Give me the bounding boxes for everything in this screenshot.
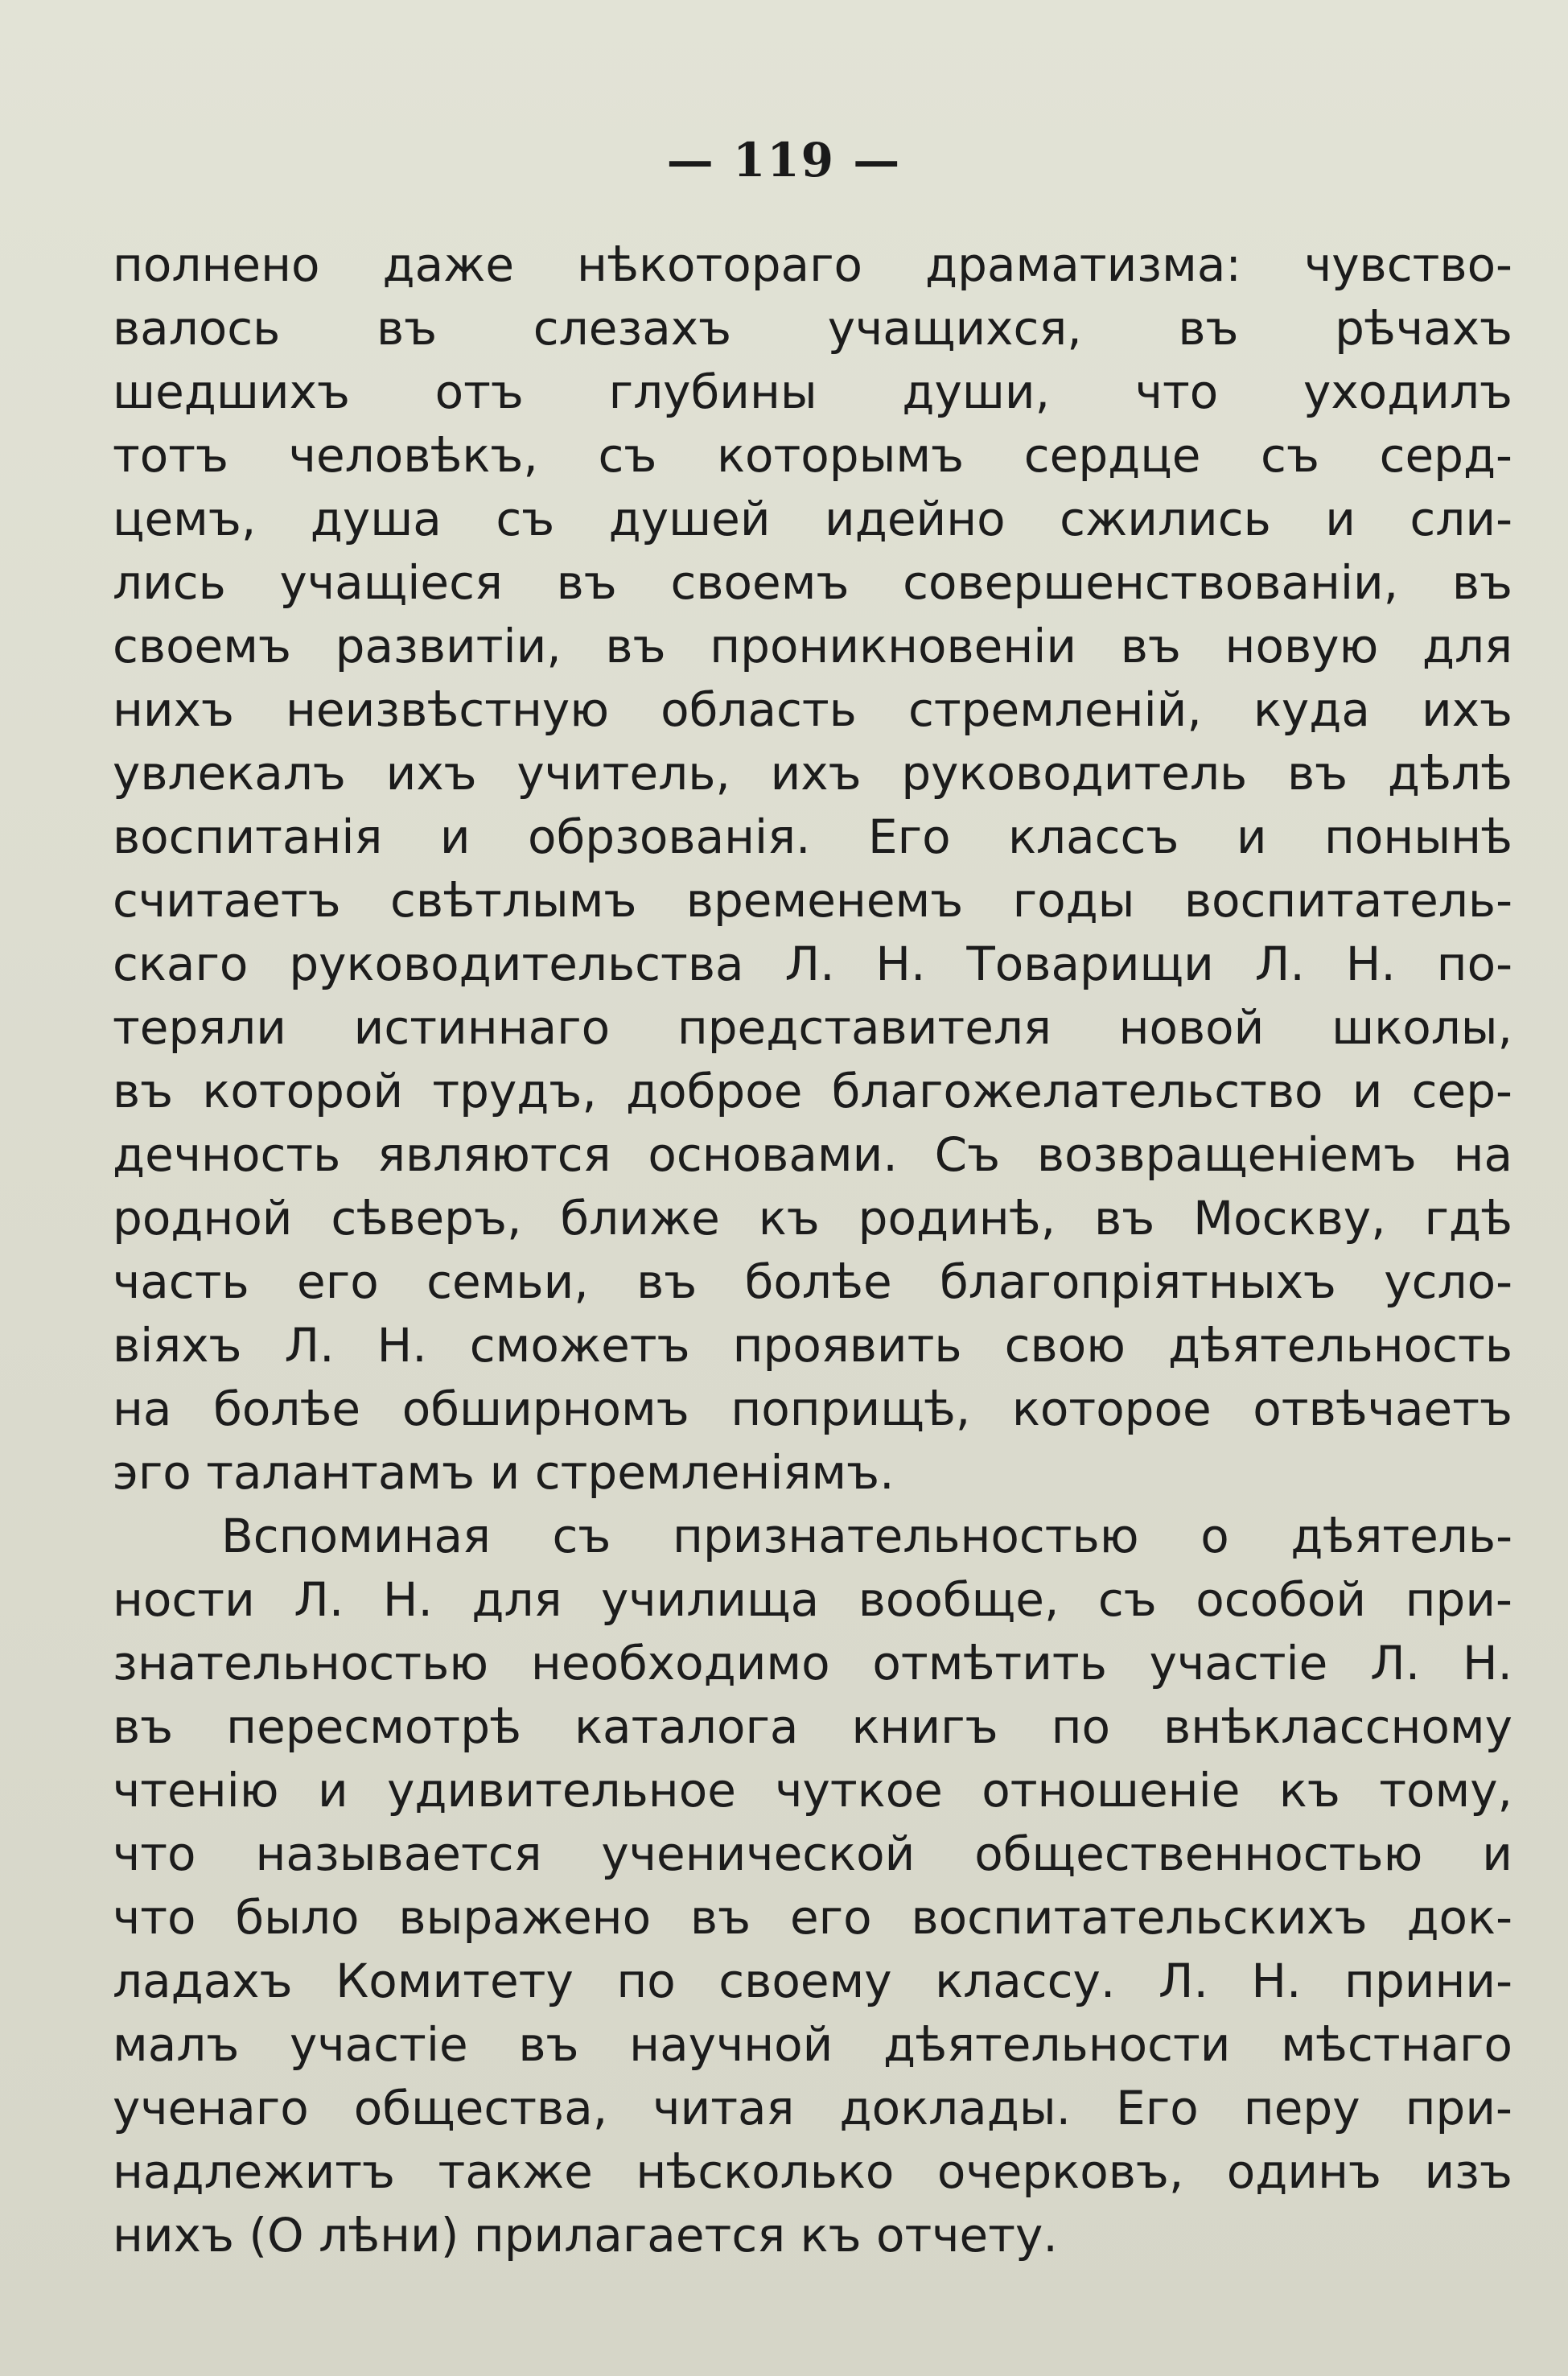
text-line: своемъ развитіи, въ проникновеніи въ новую для	[113, 619, 1512, 673]
text-line: нихъ (О лѣни) прилагается къ отчету.	[113, 2208, 1058, 2263]
text-line: надлежитъ также нѣсколько очерковъ, одинъ изъ	[113, 2144, 1512, 2199]
text-line: чтенію и удивительное чуткое отношеніе къ тому,	[113, 1763, 1512, 1818]
page-number: — 119 —	[666, 133, 902, 187]
text-line: ности Л. Н. для училища вообще, съ особой при-	[113, 1572, 1512, 1627]
text-line: дечность являются основами. Съ возвращеніемъ на	[113, 1127, 1512, 1182]
text-line: малъ участіе въ научной дѣятельности мѣстнаго	[113, 2017, 1512, 2072]
text-line: цемъ, душа съ душей идейно сжились и сли-	[113, 492, 1512, 546]
body-text	[113, 233, 1512, 2267]
text-line: лись учащіеся въ своемъ совершенствованіи, въ	[113, 555, 1512, 610]
text-line: полнено даже нѣкотораго драматизма: чувство-	[113, 237, 1512, 292]
text-line: увлекалъ ихъ учитель, ихъ руководитель въ дѣлѣ	[113, 746, 1512, 801]
text-line: родной сѣверъ, ближе къ родинѣ, въ Москву, гдѣ	[113, 1191, 1512, 1246]
text-line: эго талантамъ и стремленіямъ.	[113, 1445, 895, 1500]
text-line: что называется ученической общественностью и	[113, 1826, 1512, 1881]
text-line: считаетъ свѣтлымъ временемъ годы воспитатель-	[113, 873, 1512, 928]
text-line: въ которой трудъ, доброе благожелательство и сер-	[113, 1064, 1512, 1118]
text-line: на болѣе обширномъ поприщѣ, которое отвѣчаетъ	[113, 1382, 1512, 1436]
paragraph-1	[113, 233, 1512, 1505]
text-line: что было выражено въ его воспитательскихъ док-	[113, 1890, 1512, 1945]
text-line: валось въ слезахъ учащихся, въ рѣчахъ	[113, 301, 1512, 356]
text-line: въ пересмотрѣ каталога книгъ по внѣклассному	[113, 1699, 1512, 1754]
text-line: шедшихъ отъ глубины души, что уходилъ	[113, 364, 1512, 419]
text-line: теряли истиннаго представителя новой школы,	[113, 1000, 1512, 1055]
text-line: часть его семьи, въ болѣе благопріятныхъ усло-	[113, 1254, 1512, 1309]
text-line: воспитанія и обрзованія. Его классъ и понынѣ	[113, 809, 1512, 864]
text-line: скаго руководительства Л. Н. Товарищи Л. Н. по-	[113, 937, 1512, 991]
paragraph-2	[113, 1505, 1512, 2267]
text-line: ладахъ Комитету по своему классу. Л. Н. прини-	[113, 1954, 1512, 2008]
text-line: знательностью необходимо отмѣтить участіе Л. Н.	[113, 1636, 1512, 1690]
text-line: Вспоминая съ признательностью о дѣятель-	[221, 1509, 1512, 1563]
text-line: тотъ человѣкъ, съ которымъ сердце съ серд-	[113, 428, 1512, 483]
text-line: ученаго общества, читая доклады. Его перу при-	[113, 2081, 1512, 2135]
text-line: нихъ неизвѣстную область стремленій, куда ихъ	[113, 682, 1512, 737]
text-line: віяхъ Л. Н. сможетъ проявить свою дѣятельность	[113, 1318, 1512, 1373]
